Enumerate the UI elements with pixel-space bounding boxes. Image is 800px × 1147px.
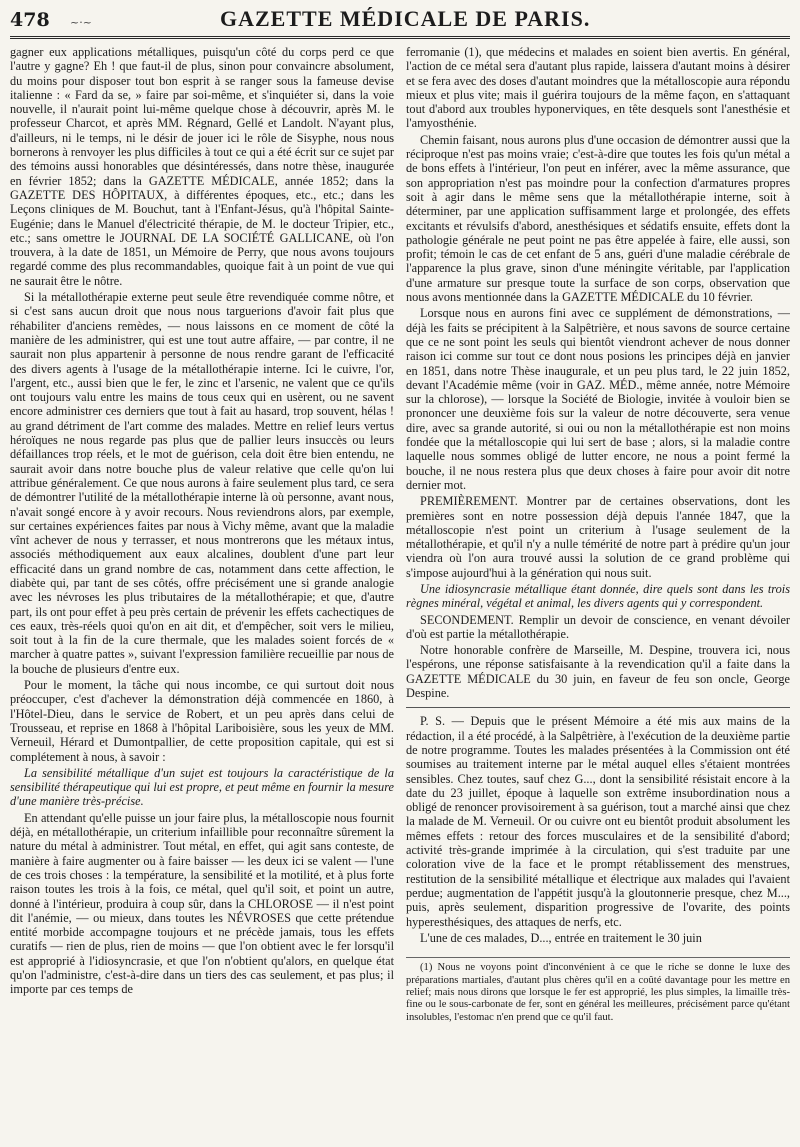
right-column (406, 45, 790, 1135)
paragraph: Pour le moment, la tâche qui nous incombe, ce qui surtout doit nous préoccuper, c'est d'achever la démonstration déjà commencée en 1860, à l'Hôtel-Dieu, dans le service de Robert, et un peu après dans celui de Trousseau, et reprise en 1868 à l'hôpital Lariboisière, sous les yeux de MM. Verneuil, Hérard et Dumontpallier, de cette proposition capitale, qui est si complétement à nous, à savoir : (10, 678, 394, 764)
paragraph: L'une de ces malades, D..., entrée en traitement le 30 juin (420, 930, 702, 945)
paragraph: Si la métallothérapie externe peut seule être revendiquée comme nôtre, et si c'est sans aucun droit que nous nous targuerions d'avoir fait plus que réhabiliter d'anciens remèdes, — nous laissons en ce moment de côté la manière de les administrer, qui est une tout autre affaire, — par contre, il ne saurait non plus appartenir à personne de nous rendre garant de l'efficacité des divers agents à l'usage de la métallothérapie interne. Ici le cuivre, l'or, l'argent, etc., aussi bien que le fer, le zinc et l'arsenic, ne valent que ce qu'ils ont toujours valu entre les mains de tous ceux qui en usèrent, ou ne savent encore administrer ces derniers que tout à fait au hasard, trop souvent, hélas ! au grand détriment de l'art comme des malades. Mettre en relief leurs vertus héroïques ne nous regarde pas plus que de pallier leurs insuccès ou leurs défaillances trop réels, et le mot de guérison, cela doit être bien entendu, ne saurait avoir dans notre bouche plus de valeur relative que celle qu'on lui attribue généralement. Ce que nous aurons à faire seulement plus tard, ce sera de démontrer l'utilité de la métallothérapie interne là où personne, avant nous, n'avait songé encore à y avoir recours. Nous reviendrons alors, par exemple, sur certaines expériences faites par nous à Vichy même, avant que la maladie vînt achever de nous y terrasser, et nous montrerons que les métaux intus, associés méthodiquement aux eaux alcalines, doublent d'une part leur efficacité dans un grand nombre de cas, notamment dans cette affection, le diabète qui, par tant de ses côtés, offre précisément une si grande analogie avec les névroses les plus tributaires de la métallothérapie; et que, d'autre part, ils ont pour effet à peu près certain de prévenir les effets cachectiques de ces eaux, très-réels quoi qu'on en ait dit, et d'empêcher, soit vers le milieu, soit tout à la fin de la cure thermale, que les malades soient forcés de « marcher à quatre pattes », suivant l'expression familière recueillie par nous de la bouche de plusieurs d'entre eux. (10, 290, 394, 676)
page-number: 478 (10, 9, 50, 31)
section-divider (406, 707, 790, 708)
paragraph: ferromanie (1), que médecins et malades en soient bien avertis. En général, l'action de ce métal sera d'autant plus rapide, laissera d'autant moins à désirer et se fera avec des doses d'autant moindres que la métalloscopie aura répondu mieux et plus vite; mais il guérira toujours de la même façon, en s'attaquant tout d'abord aux troubles hyponerviques, en tête desquels sont l'anesthésie et l'amyosthénie. (406, 45, 790, 131)
paragraph: gagner eux applications métalliques, puisqu'un côté du corps perd ce que l'autre y gagne? Eh ! que faut-il de plus, sinon pour convaincre absolument, du moins pour disposer tout bon esprit à se ranger sous la fameuse devise italienne : « Fard da se, » faire par soi-même, et s'inquiéter si, dans la voie nouvelle, il n'aurait point lui-même quelque chose à découvrir, après M. le professeur Charcot, et après MM. Régnard, Gellé et Landolt. N'ayant plus, d'ailleurs, ni le temps, ni le désir de jouer ici le rôle de Sisyphe, nous nous bornerons à renvoyer les plus difficiles à tout ce qui a été écrit sur ce sujet par des témoins aussi honorables que désintéressés, dans notre thèse, inaugurée en février 1852; dans la GAZETTE MÉDICALE, année 1852; dans la GAZETTE DES HÔPITAUX, à différentes époques, etc., etc.; dans les Leçons cliniques de M. Bouchut, tant à l'Enfant-Jésus, qu'à l'hôpital Sainte-Eugénie; dans le Manuel d'électricité thérapie, de M. le docteur Tripier, etc., etc.; sans omettre le JOURNAL DE LA SOCIÉTÉ GALLICANE, où l'on trouvera, à la date de 1851, un Mémoire de Perry, que nous avons toujours regardé comme des plus recommandables, quoique fait à un point de vue qui ne saurait être le nôtre. (10, 45, 394, 288)
postscript: P. S. — Depuis que le présent Mémoire a été mis aux mains de la rédaction, il a été procédé, à la Salpêtrière, à l'exécution de la deuxième partie de notre programme. Toutes les malades présentées à la Commission ont été soumises au traitement interne par le métal auquel elles s'étaient montrées sensibles. Chez toutes, sauf chez G..., dont la sensibilité résistait encore à la date du 23 juillet, époque à laquelle son extrême insubordination nous a obligé de renoncer provisoirement à sa guérison, tout a marché ainsi que chez la malade de M. Verneuil. Or ou cuivre ont eu bientôt produit absolument les mêmes effets : retour des forces musculaires et de la sensibilité d'abord; activité très-grande imprimée à la circulation, qui s'est traduite par une coloration vive de la face et le prompt rétablissement des menstrues, restitution de la sensibilité métallique et électrique aux malades qui l'avaient perdue; augmentation de l'appétit jusqu'à la gloutonnerie presque, chez M..., puis, après seulement, disparition progressive de l'ovarite, des points hyperesthésiques, des attaques de nerfs, etc. (406, 714, 790, 929)
italic-proposition: La sensibilité métallique d'un sujet est toujours la caractéristique de la sensibilité thérapeutique qui lui est propre, et peut même en fournir la mesure d'une manière très-précise. (10, 765, 394, 809)
paragraph: Chemin faisant, nous aurons plus d'une occasion de démontrer aussi que la réciproque n'est pas moins vraie; c'est-à-dire que toutes les fois qu'un métal a de bons effets à l'intérieur, l'on peut en inférer, avec la même assurance, que son appropriation n'est pas moindre pour la confection d'armatures propres soit à agir dans le même sens que la métallothérapie interne, soit à déterminer, par une application suffisamment large et prolongée, des effets excitants et révulsifs d'abord, anesthésiques et sédatifs ensuite, effets dont la pathologie générale ne peut point ne pas être appelée à faire, elle aussi, son profit; témoin le cas de cet enfant de 5 ans, guéri d'une maladie cérébrale de l'apparence la plus grave, sinon d'une méningite véritable, par l'application d'une armature sur presque toute la surface de son corps, observation que nous avons mentionnée dans la GAZETTE MÉDICALE du 10 février. (406, 132, 790, 305)
footnote-text: (1) Nous ne voyons point d'inconvénient à ce que le riche se donne le luxe des préparations martiales, d'autant plus chères qu'il en a coûté davantage pour les mettre en relief; mais nous dirons que lorsque le fer est approprié, les plus simples, la limaille très-fine ou le sous-carbonate de fer, sont en général les meilleures, précisément parce qu'étant insolubles, l'estomac n'en prend que ce qu'il faut. (406, 962, 790, 1023)
italic-statement: Une idiosyncrasie métallique étant donnée, dire quels sont dans les trois règnes minéral, végétal et animal, les divers agents qui y correspondent. (406, 581, 790, 611)
article-columns (10, 45, 790, 1135)
footnote (406, 957, 790, 1024)
paragraph: Notre honorable confrère de Marseille, M. Despine, trouvera ici, nous l'espérons, une réponse satisfaisante à la revendication qu'il a faite dans la GAZETTE MÉDICALE du 30 juin, en faveur de feu son oncle, George Despine. (406, 643, 790, 701)
paragraph: Lorsque nous en aurons fini avec ce supplément de démonstrations, — déjà les faits se précipitent à la Salpêtrière, et nous savons de source certaine que ce ne sont point les seuls qui bientôt viendront achever de nous donner raison ici comme sur tout ce dont nous posions les principes déjà en janvier en 1851, dans notre Thèse inaugurale, et un peu plus tard, le 22 juin 1852, devant l'Académie même (voir in GAZ. MÉD., même année, notre Mémoire sur la chlorose), — lorsque la Société de Biologie, invitée à vouloir bien se prononcer une deuxième fois sur la valeur de notre découverte, sera venue dire, avec sa grande autorité, si oui ou non la métallothérapie est non moins fondée que la métalloscopie qui lui sert de base ; alors, si la maladie contre laquelle nous sommes obligé de lutter encore, ne nous a point fermé la bouche, il ne nous restera plus que deux choses à faire pour avoir dit notre dernier mot. (406, 306, 790, 492)
header-ornament: ~·~ (70, 16, 92, 29)
page-header (10, 6, 790, 39)
paragraph: PREMIÈREMENT. Montrer par de certaines observations, dont les premières sont en notre possession déjà depuis l'année 1847, que la métalloscopie n'est point un criterium à l'usage seulement de la métallothérapie, et qu'il n'y a nulle témérité de notre part à prédire qu'un jour viendra où l'on aura trouvé aussi la solution de ce grand problème qui s'impose aujourd'hui à la génération qui nous suit. (406, 494, 790, 580)
paragraph: En attendant qu'elle puisse un jour faire plus, la métalloscopie nous fournit déjà, en métallothérapie, un criterium infaillible pour reconnaître sûrement la nature du métal à administrer. Tout métal, en effet, qui agit sans conteste, de manière à faire augmenter ou à faire baisser — les deux ici se valent — l'une de ces trois choses : la température, la sensibilité et la motilité, et à plus forte raison toutes les trois à la fois, ce métal, quel qu'il soit, et point un autre, donné à l'intérieur, produira à coup sûr, dans la CHLOROSE — il n'est point dit l'anémie, — ou mieux, dans toutes les NÉVROSES que cette prétendue entité morbide accompagne toujours et ne précède jamais, tous les effets curatifs — rien de plus, rien de moins — que l'on obtient avec le fer lorsqu'il est approprié à l'idiosyncrasie, et que l'on n'obtient qu'alors, en quelque état qu'on l'administre, c'est-à-dire dans un tiers des cas seulement, et pas plus; il importe par ces temps de (10, 810, 394, 997)
paragraph: SECONDEMENT. Remplir un devoir de conscience, en venant dévoiler d'où est partie la métallothérapie. (406, 612, 790, 641)
left-column (10, 45, 394, 1135)
journal-title: GAZETTE MÉDICALE DE PARIS. (220, 6, 591, 31)
